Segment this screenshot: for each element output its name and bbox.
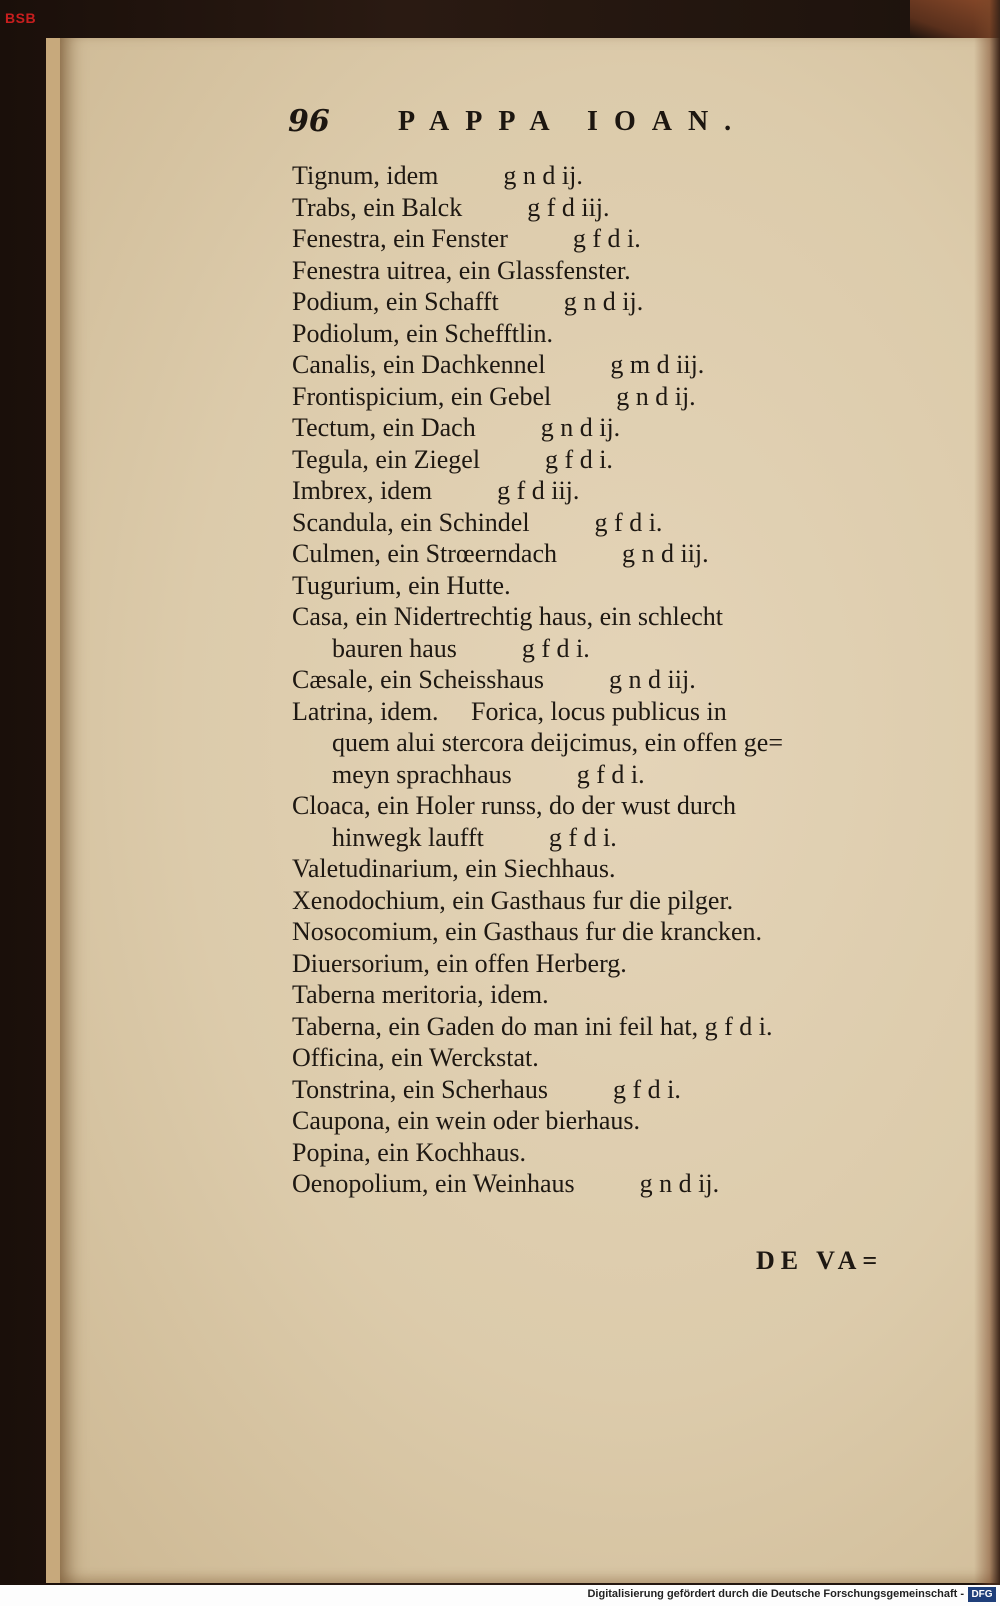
text-line: Tignum, idem g n d ij. bbox=[292, 161, 583, 190]
text-line: Canalis, ein Dachkennel g m d iij. bbox=[292, 350, 705, 379]
text-line: Scandula, ein Schindel g f d i. bbox=[292, 507, 663, 537]
text-line: Oenopolium, ein Weinhaus g n d ij. bbox=[292, 1169, 720, 1198]
text-line: Casa, ein Nidertrechtig haus, ein schlecht bbox=[292, 602, 724, 631]
text-line: Trabs, ein Balck g f d iij. bbox=[292, 192, 610, 222]
text-line: Podium, ein Schafft g n d ij. bbox=[292, 287, 644, 316]
text-line: Popina, ein Kochhaus. bbox=[292, 1137, 526, 1167]
credit-text: Digitalisierung gefördert durch die Deutsche Forschungsgemeinschaft - bbox=[587, 1588, 964, 1600]
text-line: Tonstrina, ein Scherhaus g f d i. bbox=[292, 1074, 681, 1104]
page-number: 96 bbox=[288, 104, 330, 139]
text-block bbox=[292, 160, 932, 1200]
text-line: Valetudinarium, ein Siechhaus. bbox=[292, 854, 616, 883]
text-line: Podiolum, ein Schefftlin. bbox=[292, 318, 553, 348]
page-header bbox=[288, 104, 848, 144]
text-line: Imbrex, idem g f d iij. bbox=[292, 476, 580, 505]
page-edge bbox=[974, 0, 1000, 1585]
credit-bar bbox=[0, 1585, 1000, 1606]
text-line: Tectum, ein Dach g n d ij. bbox=[292, 413, 621, 442]
text-line: Latrina, idem. Forica, locus publicus in bbox=[292, 696, 727, 726]
text-line: Nosocomium, ein Gasthaus fur die krancken. bbox=[292, 917, 763, 946]
text-line: Culmen, ein Strœerndach g n d iij. bbox=[292, 539, 709, 568]
text-line: hinwegk laufft g f d i. bbox=[332, 822, 617, 852]
text-line: Cæsale, ein Scheisshaus g n d iij. bbox=[292, 665, 696, 694]
running-head: PAPPA IOAN. bbox=[398, 106, 748, 137]
catchword: DE VA= bbox=[756, 1246, 884, 1275]
text-line: Officina, ein Werckstat. bbox=[292, 1043, 539, 1072]
text-line: Taberna meritoria, idem. bbox=[292, 980, 549, 1009]
text-line: Cloaca, ein Holer runss, do der wust durch bbox=[292, 791, 737, 820]
text-line: Tugurium, ein Hutte. bbox=[292, 570, 511, 600]
text-line: Tegula, ein Ziegel g f d i. bbox=[292, 444, 613, 474]
text-line: Fenestra uitrea, ein Glassfenster. bbox=[292, 255, 631, 285]
text-line: meyn sprachhaus g f d i. bbox=[332, 759, 645, 789]
dfg-logo: DFG bbox=[968, 1587, 996, 1602]
text-line: Caupona, ein wein oder bierhaus. bbox=[292, 1106, 641, 1135]
text-line: bauren haus g f d i. bbox=[332, 633, 590, 663]
text-line: Frontispicium, ein Gebel g n d ij. bbox=[292, 381, 696, 411]
text-line: Xenodochium, ein Gasthaus fur die pilger. bbox=[292, 885, 734, 915]
text-line: quem alui stercora deijcimus, ein offen ge= bbox=[332, 728, 783, 757]
text-line: Diuersorium, ein offen Herberg. bbox=[292, 948, 627, 978]
bsb-logo: BSB bbox=[5, 10, 37, 26]
text-line: Fenestra, ein Fenster g f d i. bbox=[292, 224, 641, 253]
text-line: Taberna, ein Gaden do man ini feil hat, g f d i. bbox=[292, 1011, 773, 1041]
